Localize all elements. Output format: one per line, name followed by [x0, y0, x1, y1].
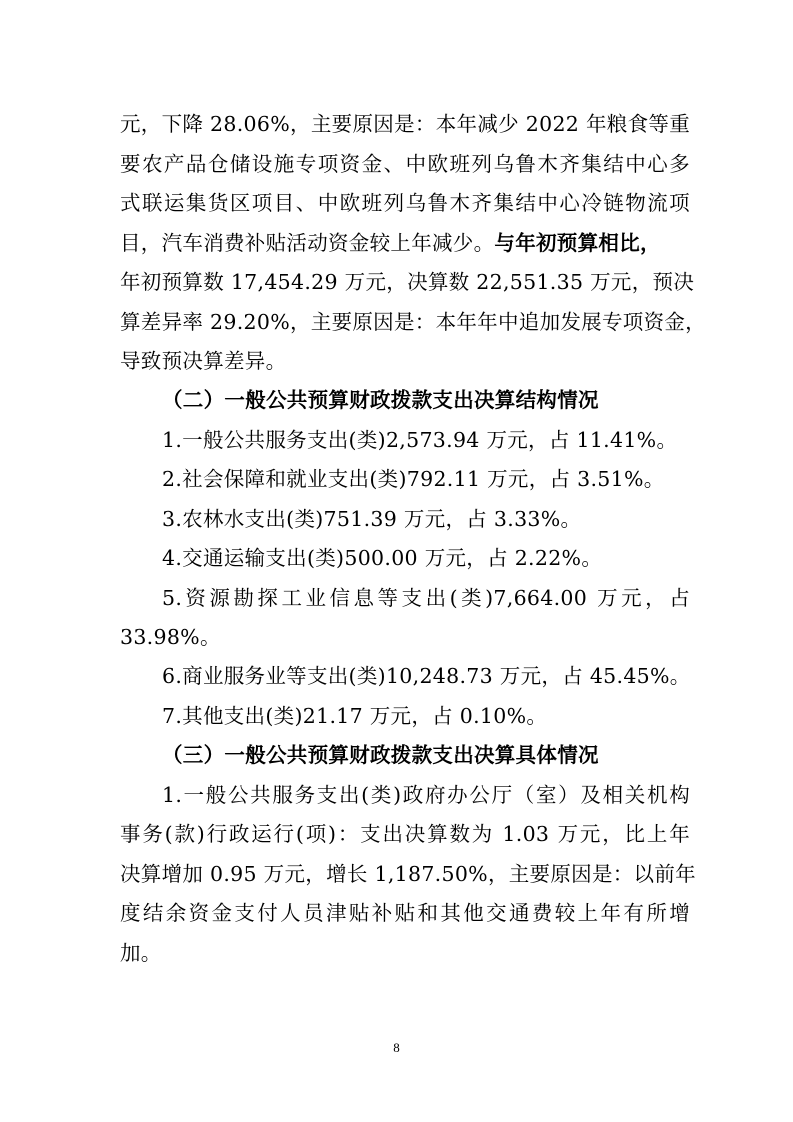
emphasis-text: 与年初预算相比，	[494, 231, 661, 255]
paragraph-line: 导致预决算差异。	[120, 349, 287, 373]
list-item: 5.资源勘探工业信息等支出(类)7,664.00 万元，占	[162, 586, 690, 610]
paragraph-line: 决算增加 0.95 万元，增长 1,187.50%，主要原因是：以前年	[120, 862, 696, 886]
paragraph-line: 元，下降 28.06%，主要原因是：本年减少 2022 年粮食等重	[120, 112, 690, 136]
list-item: 6.商业服务业等支出(类)10,248.73 万元，占 45.45%。	[162, 664, 691, 688]
list-item: 3.农林水支出(类)751.39 万元，占 3.33%。	[162, 507, 582, 531]
paragraph-line: 事务(款)行政运行(项)：支出决算数为 1.03 万元，比上年	[120, 822, 690, 846]
paragraph-line: 算差异率 29.20%，主要原因是：本年年中追加发展专项资金，	[120, 310, 706, 334]
list-item: 2.社会保障和就业支出(类)792.11 万元，占 3.51%。	[162, 467, 665, 491]
paragraph-line: 度结余资金支付人员津贴补贴和其他交通费较上年有所增	[120, 901, 690, 925]
paragraph-line: 年初预算数 17,454.29 万元，决算数 22,551.35 万元，预决	[120, 270, 695, 294]
paragraph-line: 1.一般公共服务支出(类)政府办公厅（室）及相关机构	[162, 783, 690, 807]
section-heading: （三）一般公共预算财政拨款支出决算具体情况	[162, 743, 599, 767]
paragraph-line: 要农产品仓储设施专项资金、中欧班列乌鲁木齐集结中心多	[120, 152, 690, 176]
list-item: 1.一般公共服务支出(类)2,573.94 万元，占 11.41%。	[162, 428, 678, 452]
paragraph-text: 目，汽车消费补贴活动资金较上年减少。	[120, 231, 495, 255]
paragraph-line: 式联运集货区项目、中欧班列乌鲁木齐集结中心冷链物流项	[120, 191, 690, 215]
list-item-continuation: 33.98%。	[120, 625, 221, 649]
page-number: 8	[393, 1040, 400, 1055]
list-item: 4.交通运输支出(类)500.00 万元，占 2.22%。	[162, 546, 603, 570]
paragraph-line: 加。	[120, 941, 162, 965]
section-heading: （二）一般公共预算财政拨款支出决算结构情况	[162, 388, 599, 412]
paragraph-line	[120, 231, 690, 255]
list-item: 7.其他支出(类)21.17 万元，占 0.10%。	[162, 704, 548, 728]
